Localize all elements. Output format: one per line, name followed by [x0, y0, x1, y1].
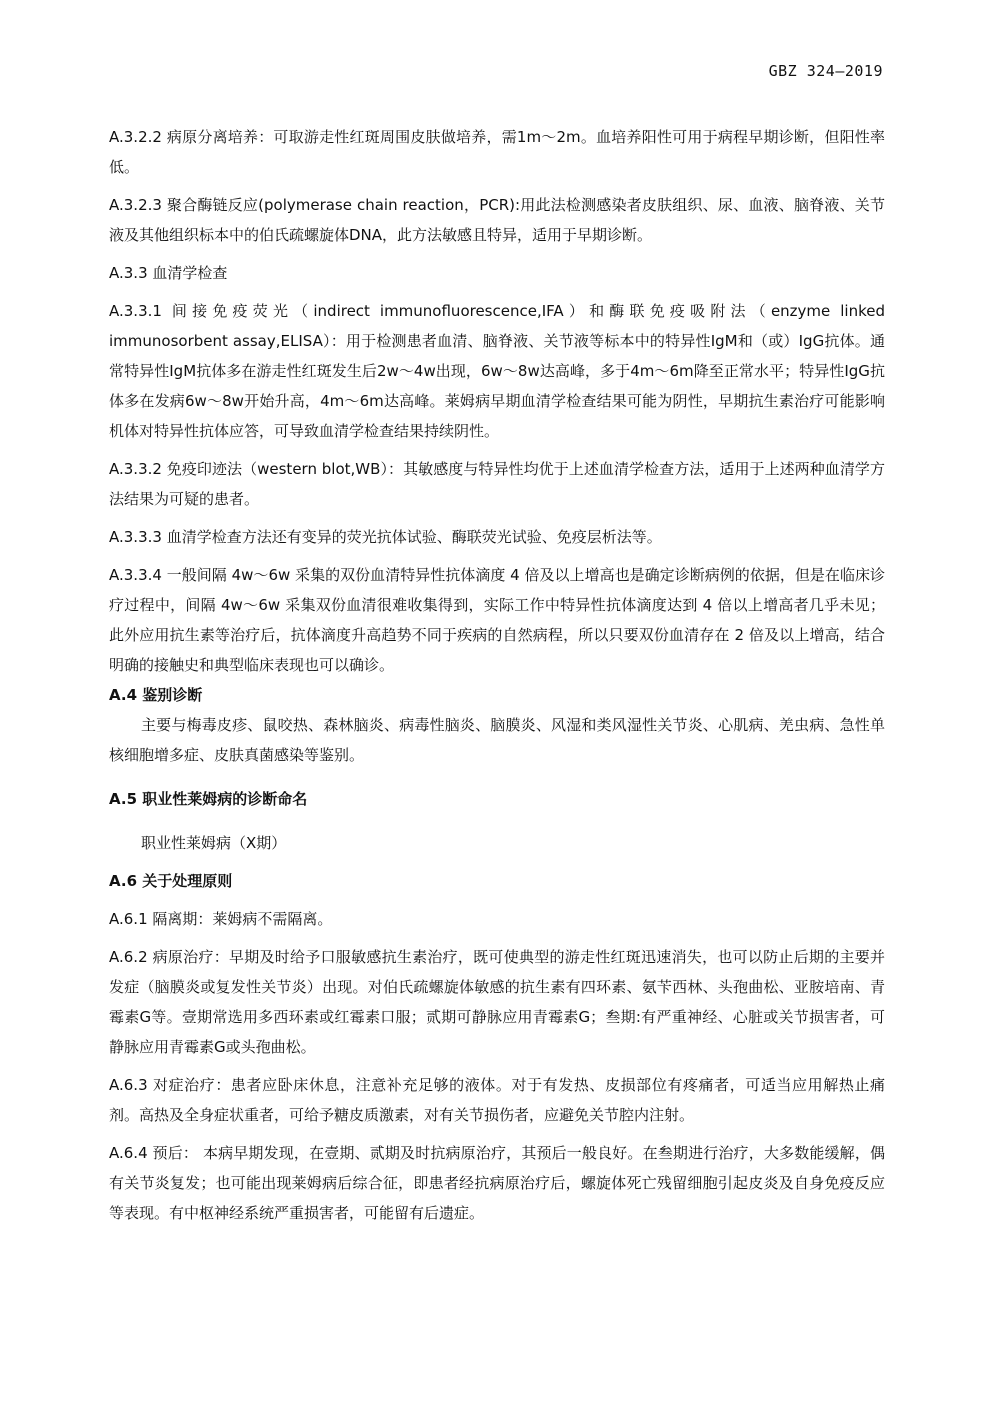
- section-a-6-1: A.6.1 隔离期：莱姆病不需隔离。: [109, 910, 333, 928]
- section-a-3-3-title: A.3.3 血清学检查: [109, 264, 228, 282]
- section-a-3-2-2: A.3.2.2 病原分离培养：可取游走性红斑周围皮肤做培养，需1m～2m。血培养阳性可用于病程早期诊断，但阳性率低。: [109, 128, 885, 176]
- section-a-4-body: 主要与梅毒皮疹、鼠咬热、森林脑炎、病毒性脑炎、脑膜炎、风湿和类风湿性关节炎、心肌病、羌虫病、急性单核细胞增多症、皮肤真菌感染等鉴别。: [109, 716, 885, 764]
- section-a-3-3-1: A.3.3.1 间接免疫荧光（indirect immunofluorescence,IFA）和酶联免疫吸附法（enzyme linked immunosorbent assay,ELISA）：用于检测患者血清、脑脊液、关节液等标本中的特异性IgM和（或）IgG抗体。通常特异性IgM抗体多在游走性红斑发生后2w～4w出现，6w～8w达高峰，多于4m～6m降至正常水平；特异性IgG抗体多在发病6w～8w开始升高，4m～6m达高峰。莱姆病早期血清学检查结果可能为阴性，早期抗生素治疗可能影响机体对特异性抗体应答，可导致血清学检查结果持续阴性。: [109, 302, 885, 440]
- section-a-4-title: A.4 鉴别诊断: [109, 686, 203, 704]
- section-a-6-2: A.6.2 病原治疗：早期及时给予口服敏感抗生素治疗，既可使典型的游走性红斑迅速消失，也可以防止后期的主要并发症（脑膜炎或复发性关节炎）出现。对伯氏疏螺旋体敏感的抗生素有四环素、氨苄西林、头孢曲松、亚胺培南、青霉素G等。壹期常选用多西环素或红霉素口服；贰期可静脉应用青霉素G；叁期:有严重神经、心脏或关节损害者，可静脉应用青霉素G或头孢曲松。: [109, 948, 885, 1056]
- section-a-3-2-3: A.3.2.3 聚合酶链反应(polymerase chain reaction，PCR):用此法检测感染者皮肤组织、尿、血液、脑脊液、关节液及其他组织标本中的伯氏疏螺旋体DNA，此方法敏感且特异，适用于早期诊断。: [109, 196, 885, 244]
- section-a-6-title: A.6 关于处理原则: [109, 872, 233, 890]
- document-body: [109, 122, 885, 1236]
- section-a-3-3-3: A.3.3.3 血清学检查方法还有变异的荧光抗体试验、酶联荧光试验、免疫层析法等。: [109, 528, 662, 546]
- section-a-5-title: A.5 职业性莱姆病的诊断命名: [109, 790, 308, 808]
- section-a-6-4: A.6.4 预后： 本病早期发现，在壹期、贰期及时抗病原治疗，其预后一般良好。在叁期进行治疗，大多数能缓解，偶有关节炎复发；也可能出现莱姆病后综合征，即患者经抗病原治疗后，螺旋体死亡残留细胞引起皮炎及自身免疫反应等表现。有中枢神经系统严重损害者，可能留有后遗症。: [109, 1144, 885, 1222]
- section-a-3-3-4: A.3.3.4 一般间隔 4w～6w 采集的双份血清特异性抗体滴度 4 倍及以上增高也是确定诊断病例的依据，但是在临床诊疗过程中，间隔 4w～6w 采集双份血清很难收集得到，实际工作中特异性抗体滴度达到 4 倍以上增高者几乎未见；此外应用抗生素等治疗后，抗体滴度升高趋势不同于疾病的自然病程，所以只要双份血清存在 2 倍及以上增高，结合明确的接触史和典型临床表现也可以确诊。: [109, 566, 885, 674]
- section-a-3-3-2: A.3.3.2 免疫印迹法（western blot,WB）：其敏感度与特异性均优于上述血清学检查方法，适用于上述两种血清学方法结果为可疑的患者。: [109, 460, 885, 508]
- section-a-6-3: A.6.3 对症治疗：患者应卧床休息，注意补充足够的液体。对于有发热、皮损部位有疼痛者，可适当应用解热止痛剂。高热及全身症状重者，可给予糖皮质激素，对有关节损伤者，应避免关节腔内注射。: [109, 1076, 885, 1124]
- document-code: GBZ 324—2019: [768, 62, 883, 80]
- section-a-5-body: 职业性莱姆病（X期）: [141, 834, 287, 852]
